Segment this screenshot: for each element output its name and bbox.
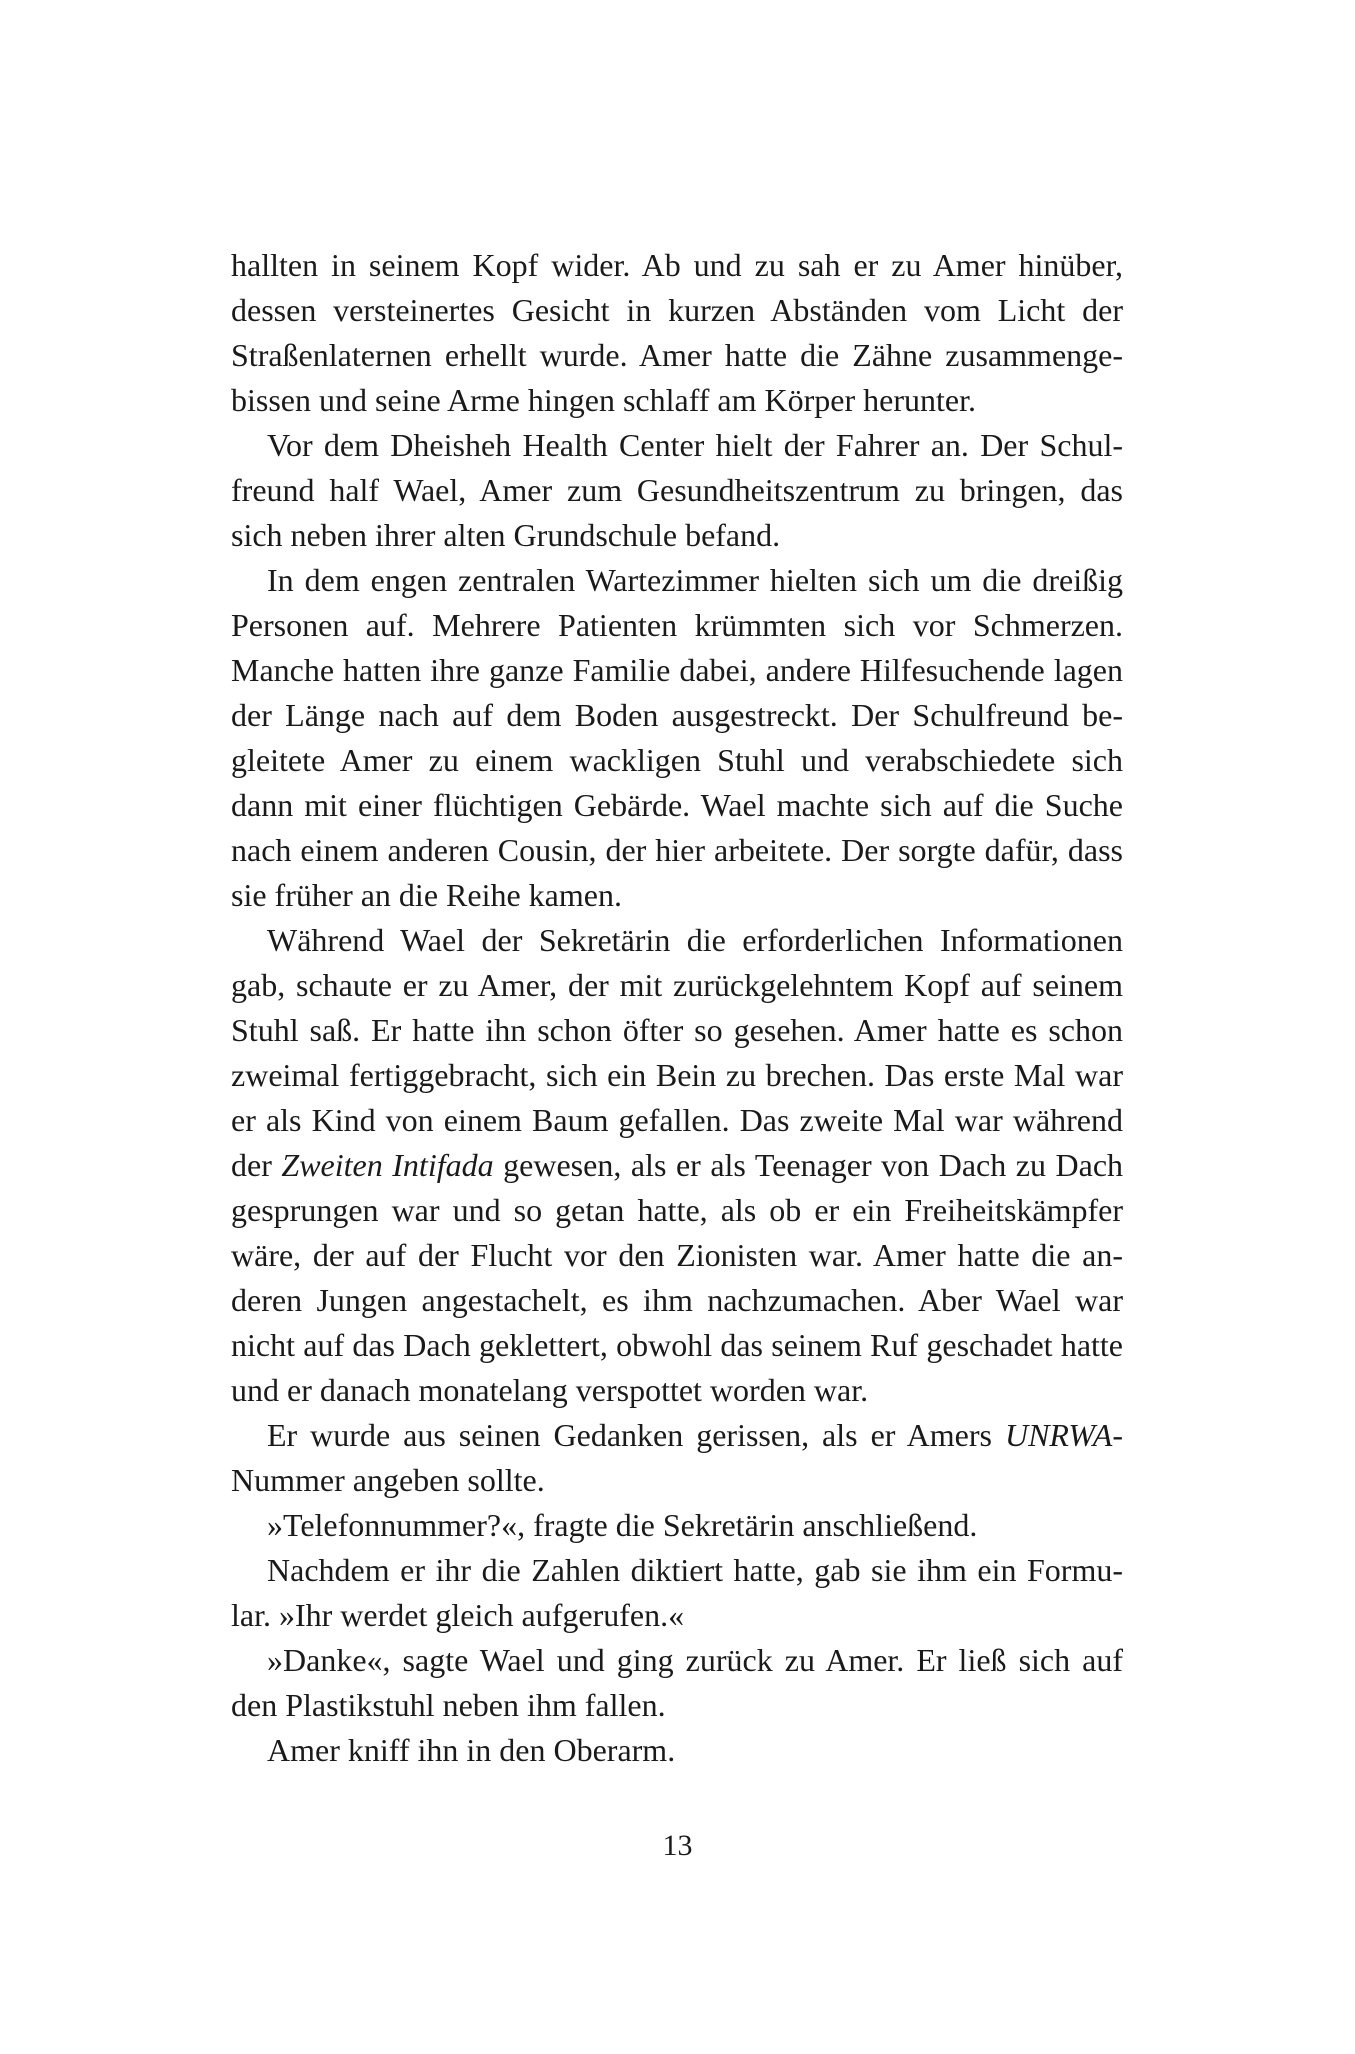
italic-term: UNRWA [1004,1417,1113,1453]
paragraph: hallten in seinem Kopf wider. Ab und zu sah er zu Amer hinüber, dessen versteinertes Gesicht in kurzen Abständen vom Licht der Straßenlaternen erhellt wurde. Amer hatte die Zähne zusammengebissen und seine Arme hingen schlaff am Körper herunter. [231,247,1123,418]
paragraph [231,1413,1123,1503]
text-run: -Nummer angeben sollte. [231,1417,1123,1498]
paragraph: Nachdem er ihr die Zahlen diktiert hatte, gab sie ihm ein Formular. »Ihr werdet gleich aufgerufen.« [231,1552,1123,1633]
text-run: gewesen, als er als Teenager von Dach zu Dach gesprungen war und so getan hatte, als ob er ein Freiheitskämpfer wäre, der auf der Flucht vor den Zionisten war. Amer hatte die anderen Jungen angestachelt, es ihm nachzumachen. Aber Wael war nicht auf das Dach geklettert, obwohl das seinem Ruf geschadet hatte und er danach monatelang verspottet worden war. [231,1147,1124,1408]
paragraph [231,918,1123,1413]
text-run: Er wurde aus seinen Gedanken gerissen, als er Amers [267,1417,1005,1453]
body-text [231,243,1123,1773]
paragraph: Amer kniff ihn in den Oberarm. [267,1732,676,1768]
paragraph: Vor dem Dheisheh Health Center hielt der Fahrer an. Der Schulfreund half Wael, Amer zum Gesundheitszentrum zu bringen, das sich neben ihrer alten Grundschule befand. [231,427,1123,553]
italic-term: Zweiten Intifada [281,1147,494,1183]
paragraph: »Telefonnummer?«, fragte die Sekretärin anschließend. [267,1507,978,1543]
page-number: 13 [662,1829,693,1862]
text-run: Während Wael der Sekretärin die erforderlichen Informationen gab, schaute er zu Amer, der mit zurückgelehntem Kopf auf seinem Stuhl saß. Er hatte ihn schon öfter so gesehen. Amer hatte es schon zweimal fertiggebracht, sich ein Bein zu brechen. Das erste Mal war er als Kind von einem Baum gefallen. Das zweite Mal war während der [231,922,1123,1183]
paragraph: In dem engen zentralen Wartezimmer hielten sich um die dreißig Personen auf. Mehrere Patienten krümmten sich vor Schmerzen. Manche hatten ihre ganze Familie dabei, andere Hilfesuchende lagen der Länge nach auf dem Boden ausgestreckt. Der Schulfreund begleitete Amer zu einem wackligen Stuhl und verabschiedete sich dann mit einer flüchtigen Gebärde. Wael machte sich auf die Suche nach einem anderen Cousin, der hier arbeitete. Der sorgte dafür, dass sie früher an die Reihe kamen. [231,562,1123,913]
paragraph: »Danke«, sagte Wael und ging zurück zu Amer. Er ließ sich auf den Plastikstuhl neben ihm fallen. [231,1642,1123,1723]
